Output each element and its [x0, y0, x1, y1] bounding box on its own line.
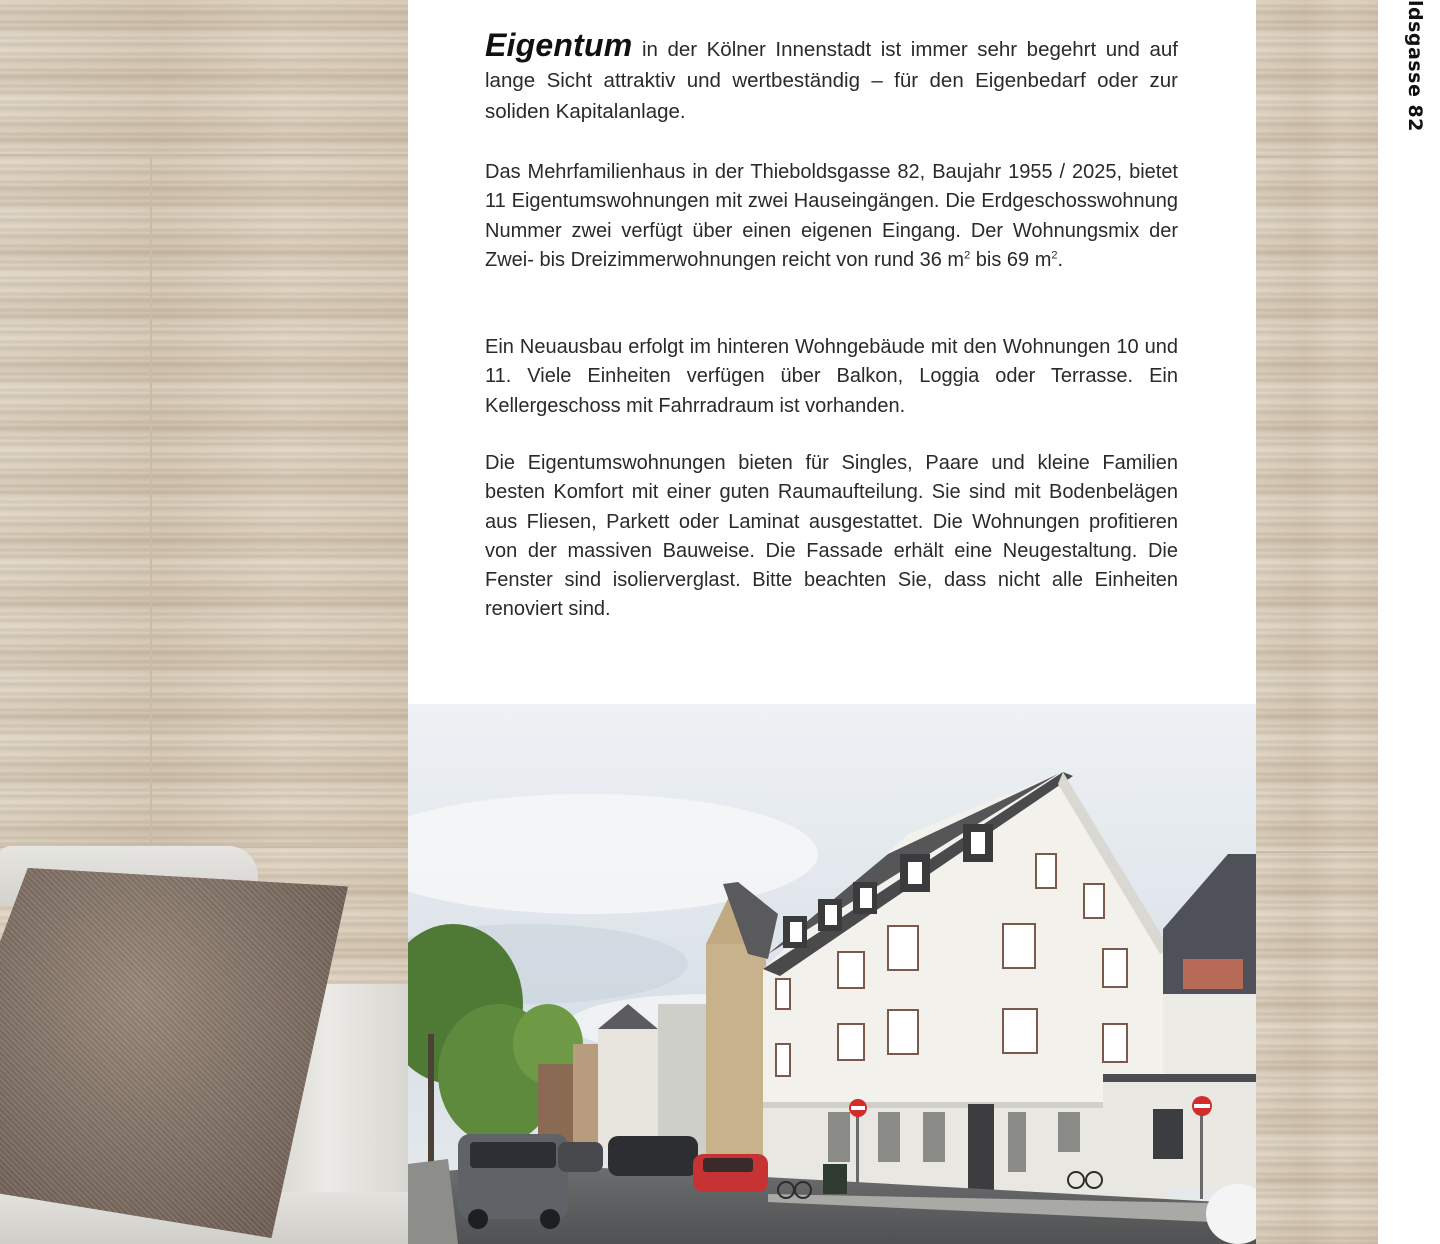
superscript: 2 — [964, 249, 971, 262]
intro-text: in der Kölner Innenstadt ist immer sehr begehrt und auf lange Sicht attraktiv und wertbeständig – für den Eigenbedarf oder zur soliden Kapitalanlage. — [485, 38, 1178, 123]
wood-seam — [0, 154, 408, 156]
building-photo — [408, 704, 1256, 1244]
wood-seam — [150, 155, 152, 845]
lead-word: Eigentum — [485, 27, 633, 63]
paragraph-building-text: Das Mehrfamilienhaus in der Thieboldsgasse 82, Baujahr 1955 / 2025, bietet 11 Eigentumswohnungen mit zwei Hauseingängen. Die Erdgeschosswohnung Nummer zwei verfügt über einen eigenen Eingang. Der Wohnungsmix der Zwei- bis Dreizimmerwohnungen reicht von rund 36 m — [485, 161, 1178, 271]
wood-seam — [1256, 851, 1378, 853]
paragraph-building — [485, 158, 1178, 275]
paragraph-building-text-end: . — [1057, 248, 1064, 271]
wood-panel-right — [1256, 0, 1378, 1244]
paragraph-expansion: Ein Neuausbau erfolgt im hinteren Wohngebäude mit den Wohnungen 10 und 11. Viele Einheiten verfügen über Balkon, Loggia oder Terrasse. Ein Kellergeschoss mit Fahrradraum ist vorhanden. — [485, 336, 1178, 417]
paragraph-building-text-middle: bis 69 m — [970, 248, 1052, 271]
trash-bin — [823, 1164, 847, 1194]
superscript: 2 — [1051, 249, 1058, 262]
paragraph-features: Die Eigentumswohnungen bieten für Singles, Paare und kleine Familien besten Komfort mit einer guten Raumaufteilung. Sie sind mit Bodenbelägen aus Fliesen, Parkett oder Laminat ausgestattet. Die Wohnungen profitieren von der massiven Bauweise. Die Fassade erhält eine Neugestaltung. Die Fenster sind isolierverglast. Bitte beachten Sie, dass nicht alle Einheiten renoviert sind. — [485, 452, 1178, 621]
side-running-title: ldsgasse 82 — [1404, 0, 1426, 132]
intro-paragraph — [485, 27, 1178, 127]
wood-seam — [1256, 156, 1378, 158]
